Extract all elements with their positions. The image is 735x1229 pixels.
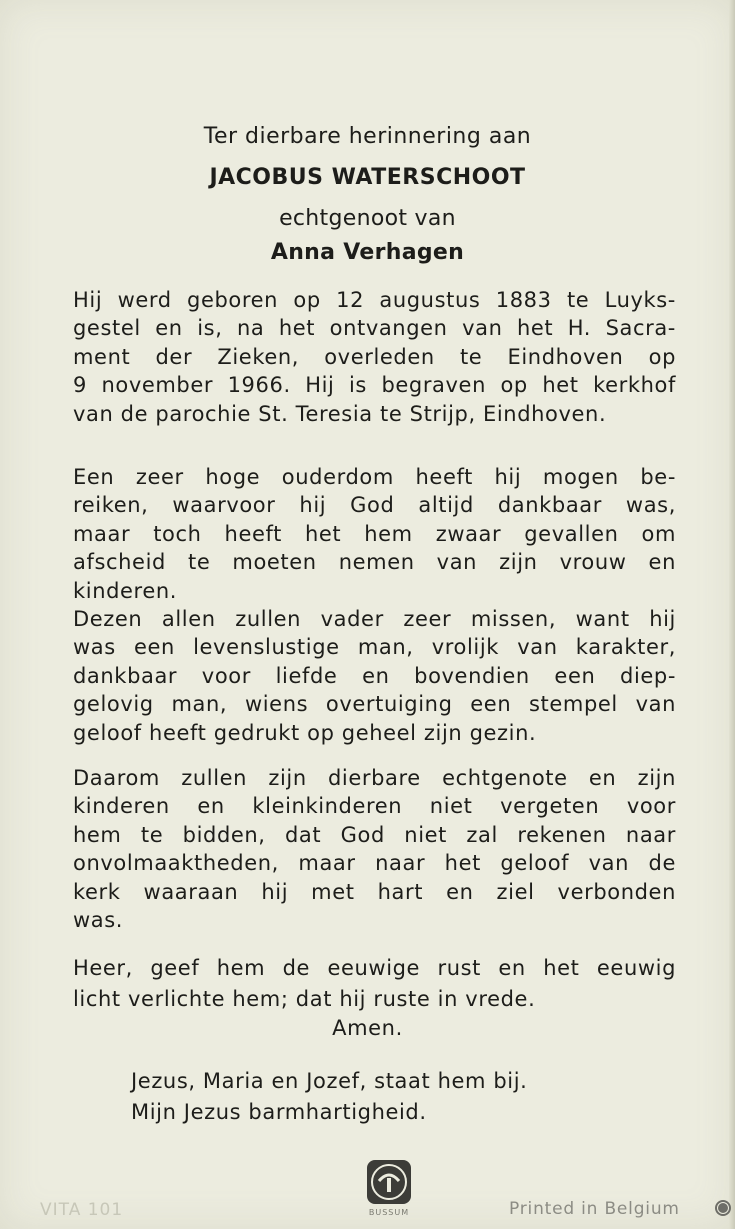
text-line: was. bbox=[73, 907, 124, 932]
text-line: dankbaar voor liefde en bovendien een diep- bbox=[73, 663, 676, 688]
text-line: kerk waaraan hij met hart en ziel verbonden bbox=[73, 879, 676, 904]
text-line: reiken, waarvoor hij God altijd dankbaar was, bbox=[73, 493, 676, 518]
spouse-label: echtgenoot van bbox=[279, 206, 456, 231]
printed-in: Printed in Belgium bbox=[509, 1199, 680, 1219]
text-line: Heer, geef hem de eeuwige rust en het eeuwig bbox=[73, 956, 676, 980]
text-line: gestel en is, na het ontvangen van het H. Sacra- bbox=[73, 316, 676, 341]
text-line: Dezen allen zullen vader zeer missen, want hij bbox=[73, 607, 676, 631]
closing-line: Jezus, Maria en Jozef, staat hem bij. bbox=[131, 1069, 528, 1093]
card-code: VITA 101 bbox=[40, 1200, 124, 1220]
text-line: ment der Zieken, overleden te Eindhoven op bbox=[73, 344, 676, 369]
text-line: was een levenslustige man, vrolijk van karakter, bbox=[73, 635, 676, 660]
text-line: onvolmaaktheden, maar naar het geloof van de bbox=[73, 851, 676, 876]
text-line: kinderen. bbox=[73, 578, 178, 603]
intro-line: Ter dierbare herinnering aan bbox=[203, 124, 532, 149]
text-line: Een zeer hoge ouderdom heeft hij mogen be- bbox=[73, 465, 676, 489]
text-line: van de parochie St. Teresia te Strijp, Eindhoven. bbox=[73, 401, 607, 426]
paragraph-eternal-rest bbox=[73, 953, 676, 1015]
paragraph-birth-death bbox=[73, 286, 676, 428]
text-line: licht verlichte hem; dat hij ruste in vrede. bbox=[73, 987, 536, 1011]
text-line: Daarom zullen zijn dierbare echtgenote en zijn bbox=[73, 766, 676, 790]
spouse-name: Anna Verhagen bbox=[270, 240, 465, 265]
amen-line: Amen. bbox=[332, 1016, 403, 1040]
closing-prayers bbox=[131, 1066, 527, 1128]
text-line: gelovig man, wiens overtuiging een stempel van bbox=[73, 692, 676, 717]
deceased-name: JACOBUS WATERSCHOOT bbox=[209, 165, 526, 190]
text-line: kinderen en kleinkinderen niet vergeten voor bbox=[73, 794, 676, 819]
text-line: afscheid te moeten nemen van zijn vrouw en bbox=[73, 550, 676, 575]
text-line: Hij werd geboren op 12 augustus 1883 te Luyks- bbox=[73, 288, 676, 312]
publisher-name: BUSSUM bbox=[368, 1208, 410, 1217]
text-line: geloof heeft gedrukt op geheel zijn gezin. bbox=[73, 720, 537, 745]
publisher-logo-icon bbox=[366, 1159, 412, 1205]
text-line: 9 november 1966. Hij is begraven op het kerkhof bbox=[73, 373, 676, 398]
closing-line: Mijn Jezus barmhartigheid. bbox=[131, 1100, 427, 1124]
paragraph-prayer-request bbox=[73, 764, 676, 934]
seal-icon bbox=[714, 1199, 732, 1217]
paragraph-character bbox=[73, 605, 676, 747]
text-line: maar toch heeft het hem zwaar gevallen om bbox=[73, 521, 676, 546]
text-line: hem te bidden, dat God niet zal rekenen naar bbox=[73, 822, 676, 847]
paragraph-old-age bbox=[73, 463, 676, 605]
